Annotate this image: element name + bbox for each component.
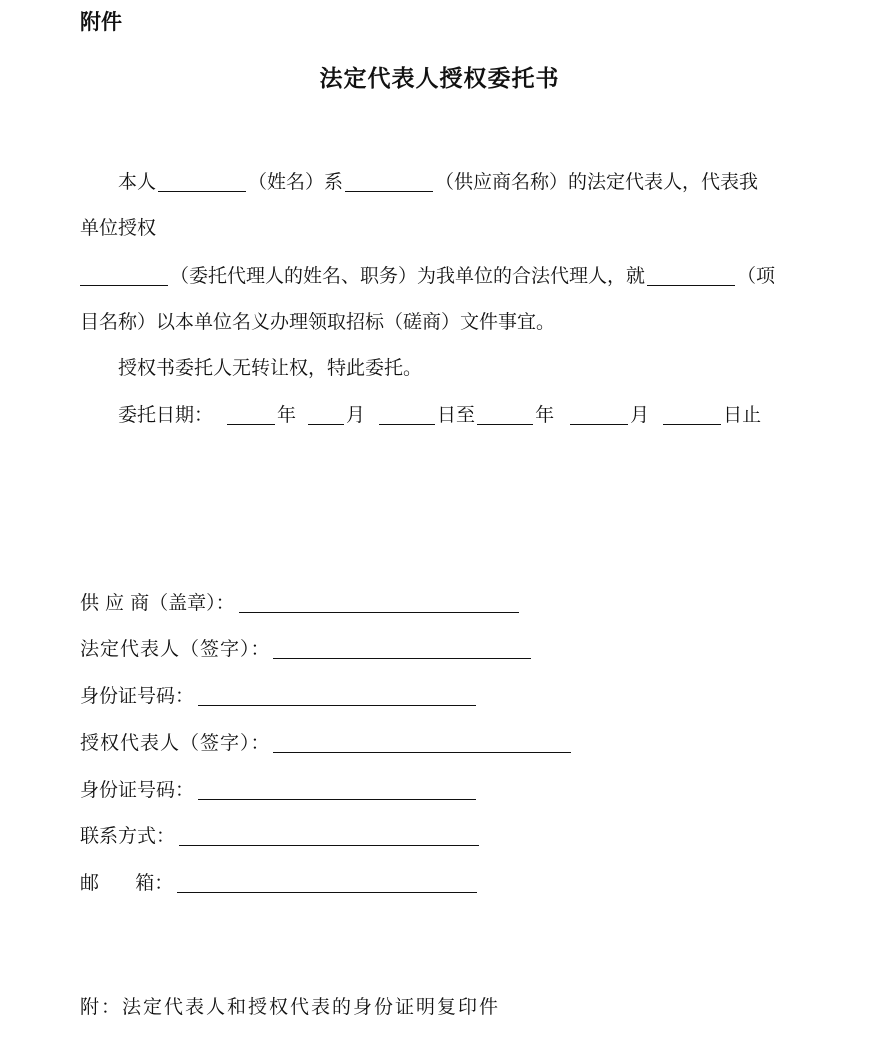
supplier-seal-row	[80, 589, 519, 617]
text-supplier-hint: （供应商名称）的法定代表人，代表我	[435, 171, 759, 193]
legal-rep-label: 法定代表人（签字）：	[80, 638, 271, 660]
authorized-rep-signature-field[interactable]	[273, 732, 571, 753]
document-title: 法定代表人授权委托书	[319, 66, 560, 92]
legal-rep-signature-field[interactable]	[273, 638, 531, 659]
authorized-rep-label: 授权代表人（签字）：	[80, 732, 271, 754]
end-month-blank[interactable]	[570, 404, 628, 425]
paragraph-3	[118, 354, 422, 382]
name-blank[interactable]	[158, 171, 246, 192]
text-month-2: 月	[630, 404, 650, 426]
text-year-2: 年	[535, 404, 555, 426]
date-label: 委托日期：	[118, 404, 214, 426]
paragraph-2-line-2	[80, 308, 555, 336]
text-month-1: 月	[346, 404, 366, 426]
paragraph-1-line-1	[118, 168, 758, 196]
text-project-purpose: 目名称）以本单位名义办理领取招标（磋商）文件事宜。	[80, 311, 556, 333]
project-name-blank[interactable]	[647, 265, 735, 286]
legal-rep-row	[80, 635, 531, 663]
contact-field[interactable]	[179, 825, 479, 846]
supplier-name-blank[interactable]	[345, 171, 433, 192]
id-number-field-1[interactable]	[198, 685, 476, 706]
agent-name-blank[interactable]	[80, 265, 168, 286]
text-project-hint: （项	[737, 265, 776, 287]
end-year-blank[interactable]	[477, 404, 533, 425]
contact-row	[80, 822, 479, 850]
text-name-hint: （姓名）系	[248, 171, 344, 193]
text-day-to: 日至	[437, 404, 476, 426]
text-year-1: 年	[277, 404, 297, 426]
text-day-end: 日止	[723, 404, 762, 426]
paragraph-2-line-1	[80, 262, 775, 290]
id-number-row-1	[80, 682, 476, 710]
start-year-blank[interactable]	[227, 404, 275, 425]
attachment-label: 附件	[80, 10, 122, 34]
text-unit-authorize: 单位授权	[80, 217, 157, 239]
attachment-note: 附：法定代表人和授权代表的身份证明复印件	[80, 996, 501, 1018]
email-row	[80, 869, 477, 897]
email-field[interactable]	[177, 872, 477, 893]
supplier-seal-label: 供 应 商（盖章）：	[80, 592, 235, 614]
id-number-label-2: 身份证号码：	[80, 779, 195, 801]
paragraph-1-line-2	[80, 214, 156, 242]
text-no-transfer: 授权书委托人无转让权，特此委托。	[118, 357, 423, 379]
text-agent-hint: （委托代理人的姓名、职务）为我单位的合法代理人，就	[170, 265, 646, 287]
text-ben-ren: 本人	[118, 171, 157, 193]
email-label: 邮 箱：	[80, 872, 174, 894]
start-month-blank[interactable]	[308, 404, 344, 425]
authorized-rep-row	[80, 729, 571, 757]
id-number-label-1: 身份证号码：	[80, 685, 195, 707]
start-day-blank[interactable]	[379, 404, 435, 425]
id-number-field-2[interactable]	[198, 779, 476, 800]
date-line	[118, 401, 761, 429]
id-number-row-2	[80, 776, 476, 804]
contact-label: 联系方式：	[80, 825, 176, 847]
end-day-blank[interactable]	[663, 404, 721, 425]
supplier-seal-field[interactable]	[239, 592, 519, 613]
